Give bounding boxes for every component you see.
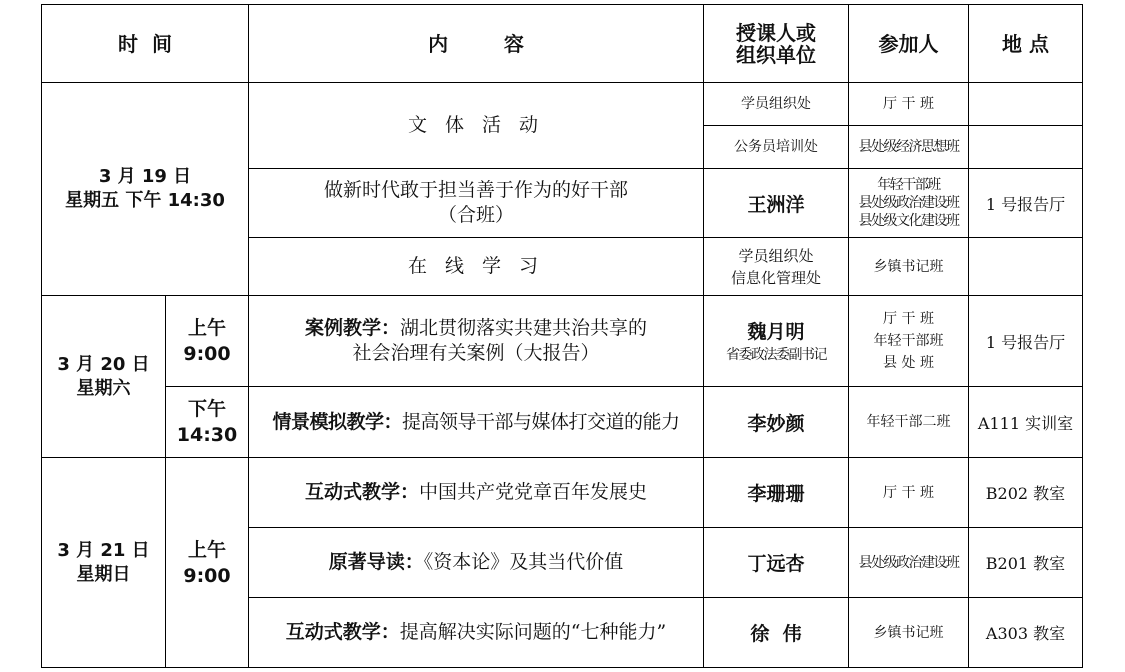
time-slot [166, 387, 249, 458]
schedule-table [41, 4, 1083, 668]
session-content [249, 458, 704, 528]
session-content [249, 528, 704, 598]
time-slot-hour: 9:00 [183, 564, 231, 587]
session-participants: 厅 干 班 [849, 458, 969, 528]
session-participants: 乡镇书记班 [849, 598, 969, 668]
day-date-cell [42, 83, 249, 296]
session-participants: 县处级政治建设班 [849, 528, 969, 598]
session-participants [849, 296, 969, 387]
participant-group: 年轻干部班 [877, 177, 940, 193]
session-content [249, 387, 704, 458]
session-type-label: 互动式教学： [285, 621, 400, 643]
time-slot [166, 296, 249, 387]
participant-group: 厅 干 班 [883, 311, 934, 327]
session-participants: 年轻干部二班 [849, 387, 969, 458]
session-location: 1 号报告厅 [969, 169, 1083, 238]
day-date: 3 月 21 日 [57, 539, 150, 561]
session-type-label: 互动式教学： [304, 481, 419, 503]
session-location [969, 126, 1083, 169]
header-lecturer-line2: 组织单位 [736, 42, 816, 67]
day-date: 3 月 20 日 [57, 353, 150, 375]
session-content [249, 296, 704, 387]
day-weekday: 星期六 [76, 377, 131, 399]
day-weekday-time: 星期五 下午 14:30 [65, 190, 225, 211]
session-type-label: 情景模拟教学： [272, 410, 402, 433]
day-weekday: 星期日 [76, 563, 131, 585]
session-title-sub: （合班） [437, 204, 514, 226]
session-location: A111 实训室 [969, 387, 1083, 458]
table-row [42, 83, 1083, 126]
org-line: 学员组织处 [738, 246, 814, 265]
header-participants: 参加人 [849, 5, 969, 83]
participant-group: 县处级政治建设班 [858, 195, 959, 211]
session-location: B201 教室 [969, 528, 1083, 598]
lecturer-name: 李珊珊 [704, 458, 849, 528]
lecturer-name: 魏月明 [747, 320, 805, 343]
session-location [969, 238, 1083, 296]
session-type-label: 案例教学： [304, 317, 400, 339]
lecturer-name: 丁远杏 [704, 528, 849, 598]
session-content: 在 线 学 习 [249, 238, 704, 296]
session-title-sub: 社会治理有关案例（大报告） [352, 342, 600, 364]
header-location: 地 点 [969, 5, 1083, 83]
session-type-label: 原著导读： [328, 551, 424, 573]
header-lecturer [704, 5, 849, 83]
session-title: 《资本论》及其当代价值 [423, 551, 624, 573]
session-participants: 乡镇书记班 [849, 238, 969, 296]
session-title: 提高领导干部与媒体打交道的能力 [402, 410, 680, 433]
session-content [249, 169, 704, 238]
session-title: 做新时代敢于担当善于作为的好干部 [323, 179, 628, 201]
session-title: 中国共产党党章百年发展史 [419, 481, 648, 503]
header-lecturer-line1: 授课人或 [736, 20, 816, 45]
org-line: 信息化管理处 [730, 268, 821, 287]
table-row [42, 296, 1083, 387]
session-participants: 县处级经济思想班 [849, 126, 969, 169]
session-participants [849, 169, 969, 238]
session-org: 学员组织处 [704, 83, 849, 126]
time-slot-hour: 9:00 [183, 343, 231, 365]
time-slot-period: 上午 [187, 538, 226, 561]
day-date: 3 月 19 日 [98, 166, 192, 187]
participant-group: 县 处 班 [883, 355, 934, 371]
session-location: A303 教室 [969, 598, 1083, 668]
session-participants: 厅 干 班 [849, 83, 969, 126]
session-title: 湖北贯彻落实共建共治共享的 [400, 317, 648, 339]
table-row [42, 387, 1083, 458]
lecturer-title: 省委政法委副书记 [726, 346, 826, 363]
time-slot-period: 上午 [187, 317, 226, 339]
participant-group: 县处级文化建设班 [858, 213, 959, 229]
day-date-cell [42, 458, 166, 668]
session-title: 提高解决实际问题的“七种能力” [399, 621, 667, 643]
session-content [249, 598, 704, 668]
lecturer-name: 李妙颜 [704, 387, 849, 458]
session-location: 1 号报告厅 [969, 296, 1083, 387]
lecturer-name: 徐 伟 [704, 598, 849, 668]
time-slot-hour: 14:30 [176, 424, 238, 446]
lecturer-cell [704, 296, 849, 387]
header-row [42, 5, 1083, 83]
table-row [42, 458, 1083, 528]
time-slot-period: 下午 [187, 398, 226, 420]
header-content: 内 容 [249, 5, 704, 83]
session-location [969, 83, 1083, 126]
header-time: 时 间 [42, 5, 249, 83]
participant-group: 年轻干部班 [873, 333, 944, 349]
session-org: 公务员培训处 [704, 126, 849, 169]
session-org [704, 238, 849, 296]
session-location: B202 教室 [969, 458, 1083, 528]
time-slot [166, 458, 249, 668]
day-date-cell [42, 296, 166, 458]
lecturer-name: 王洲洋 [704, 169, 849, 238]
session-content: 文 体 活 动 [249, 83, 704, 169]
